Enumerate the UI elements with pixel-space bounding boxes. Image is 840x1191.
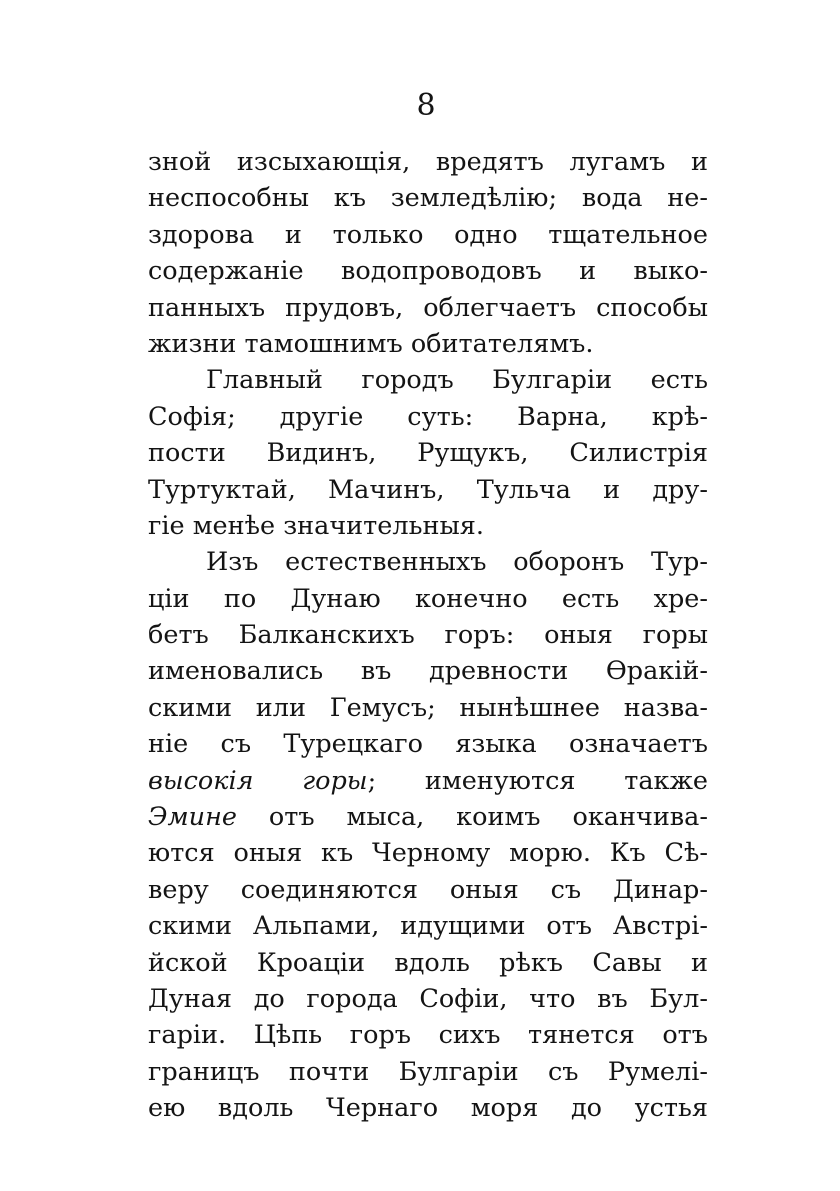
- text-line-with-italic: [148, 799, 708, 835]
- text-line: пости Видинъ, Рущукъ, Силистрія: [148, 438, 708, 469]
- text-line-with-italic: [148, 763, 708, 799]
- text-line: зной изсыхающія, вредятъ лугамъ и: [148, 147, 708, 177]
- italic-phrase: высокія горы: [148, 765, 368, 796]
- text-line: Софія; другіе суть: Варна, крѣ-: [148, 401, 708, 432]
- line-remainder: отъ мыса, коимъ оканчива-: [236, 802, 708, 833]
- text-line: скими или Гемусъ; нынѣшнее назва-: [148, 692, 708, 723]
- body-text: [148, 144, 708, 1127]
- text-line: Дуная до города Софіи, что въ Бул-: [148, 983, 708, 1014]
- text-line: содержаніе водопроводовъ и выко-: [148, 256, 708, 287]
- paragraph-first-line: Изъ естественныхъ оборонъ Тур-: [206, 547, 708, 578]
- text-line: панныхъ прудовъ, облегчаетъ способы: [148, 292, 708, 323]
- text-line: неспособны къ земледѣлію; вода не-: [148, 183, 708, 214]
- line-remainder: ; именуются также: [367, 765, 708, 796]
- text-line: здорова и только одно тщательное: [148, 219, 708, 250]
- italic-phrase: Эмине: [148, 802, 237, 833]
- page-number: 8: [416, 88, 436, 123]
- text-line: ціи по Дунаю конечно есть хре-: [148, 583, 708, 614]
- text-line: ею вдоль Чернаго моря до устья: [148, 1093, 708, 1124]
- text-line: гіе менѣе значительныя.: [148, 510, 484, 541]
- text-line: ніе съ Турецкаго языка означаетъ: [148, 729, 708, 760]
- text-line: веру соединяются оныя съ Динар-: [148, 874, 708, 905]
- text-line: гаріи. Цѣпь горъ сихъ тянется отъ: [148, 1020, 708, 1051]
- text-line: бетъ Балканскихъ горъ: оныя горы: [148, 620, 708, 651]
- text-line: границъ почти Булгаріи съ Румелі-: [148, 1056, 708, 1087]
- text-line: Туртуктай, Мачинъ, Тульча и дру-: [148, 474, 708, 505]
- text-line: ются оныя къ Черному морю. Къ Сѣ-: [148, 838, 708, 869]
- text-line: скими Альпами, идущими отъ Австрі-: [148, 911, 708, 942]
- text-line: йской Кроаціи вдоль рѣкъ Савы и: [148, 947, 708, 978]
- text-line: жизни тамошнимъ обитателямъ.: [148, 328, 594, 359]
- text-line: именовались въ древности Ѳракій-: [148, 656, 708, 687]
- paragraph-first-line: Главный городъ Булгаріи есть: [206, 365, 708, 396]
